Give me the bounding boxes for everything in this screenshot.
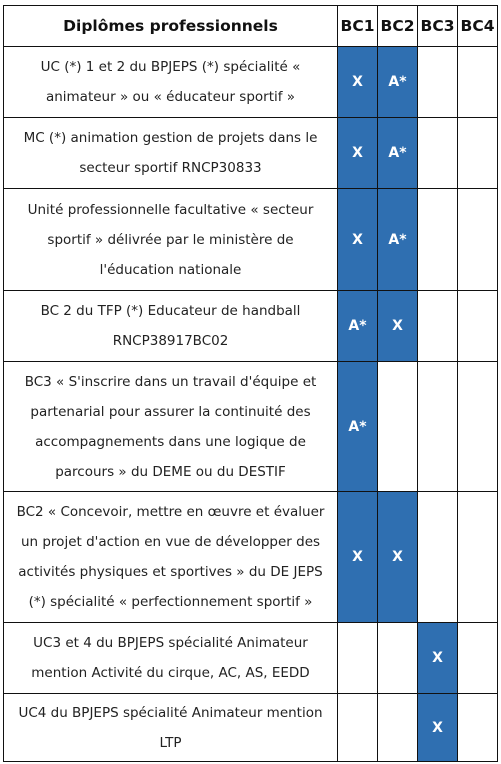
row-label: BC2 « Concevoir, mettre en œuvre et évaluer un projet d'action en vue de développer des activités physiques et sportives » du DE JEPS (*) spécialité « perfectionnement sportif » bbox=[4, 492, 338, 623]
row-label: Unité professionnelle facultative « secteur sportif » délivrée par le ministère de l'éducation nationale bbox=[4, 189, 338, 291]
row-label: BC 2 du TFP (*) Educateur de handball RNCP38917BC02 bbox=[4, 291, 338, 362]
header-row bbox=[4, 6, 498, 47]
cell-bc4 bbox=[458, 118, 498, 189]
cell-bc1: X bbox=[338, 492, 378, 623]
cell-bc1 bbox=[338, 623, 378, 694]
row-label: UC4 du BPJEPS spécialité Animateur mention LTP bbox=[4, 694, 338, 762]
cell-bc1 bbox=[338, 694, 378, 762]
cell-bc1: A* bbox=[338, 291, 378, 362]
cell-bc2: X bbox=[378, 492, 418, 623]
cell-bc3: X bbox=[418, 694, 458, 762]
row-label: BC3 « S'inscrire dans un travail d'équipe et partenarial pour assurer la continuité des accompagnements dans une logique de parcours » du DEME ou du DESTIF bbox=[4, 362, 338, 492]
cell-bc3 bbox=[418, 47, 458, 118]
cell-bc3 bbox=[418, 189, 458, 291]
row-label: UC3 et 4 du BPJEPS spécialité Animateur mention Activité du cirque, AC, AS, EEDD bbox=[4, 623, 338, 694]
table-row bbox=[4, 291, 498, 362]
cell-bc4 bbox=[458, 189, 498, 291]
table-row bbox=[4, 189, 498, 291]
table-row bbox=[4, 362, 498, 492]
table-row bbox=[4, 118, 498, 189]
cell-bc1: X bbox=[338, 189, 378, 291]
cell-bc4 bbox=[458, 47, 498, 118]
cell-bc3 bbox=[418, 492, 458, 623]
row-label: MC (*) animation gestion de projets dans le secteur sportif RNCP30833 bbox=[4, 118, 338, 189]
cell-bc4 bbox=[458, 623, 498, 694]
cell-bc2: A* bbox=[378, 118, 418, 189]
cell-bc1: A* bbox=[338, 362, 378, 492]
header-bc1: BC1 bbox=[338, 6, 378, 47]
cell-bc3: X bbox=[418, 623, 458, 694]
table-row bbox=[4, 694, 498, 762]
diplomas-table bbox=[3, 5, 498, 762]
cell-bc1: X bbox=[338, 118, 378, 189]
cell-bc2: A* bbox=[378, 47, 418, 118]
table-row bbox=[4, 492, 498, 623]
header-diplomas: Diplômes professionnels bbox=[4, 6, 338, 47]
table-row bbox=[4, 47, 498, 118]
cell-bc3 bbox=[418, 362, 458, 492]
cell-bc2: X bbox=[378, 291, 418, 362]
cell-bc4 bbox=[458, 492, 498, 623]
cell-bc2: A* bbox=[378, 189, 418, 291]
header-bc4: BC4 bbox=[458, 6, 498, 47]
cell-bc4 bbox=[458, 362, 498, 492]
cell-bc2 bbox=[378, 623, 418, 694]
cell-bc3 bbox=[418, 291, 458, 362]
cell-bc4 bbox=[458, 291, 498, 362]
row-label: UC (*) 1 et 2 du BPJEPS (*) spécialité « animateur » ou « éducateur sportif » bbox=[4, 47, 338, 118]
cell-bc1: X bbox=[338, 47, 378, 118]
table-row bbox=[4, 623, 498, 694]
cell-bc3 bbox=[418, 118, 458, 189]
cell-bc2 bbox=[378, 694, 418, 762]
header-bc3: BC3 bbox=[418, 6, 458, 47]
cell-bc4 bbox=[458, 694, 498, 762]
cell-bc2 bbox=[378, 362, 418, 492]
header-bc2: BC2 bbox=[378, 6, 418, 47]
